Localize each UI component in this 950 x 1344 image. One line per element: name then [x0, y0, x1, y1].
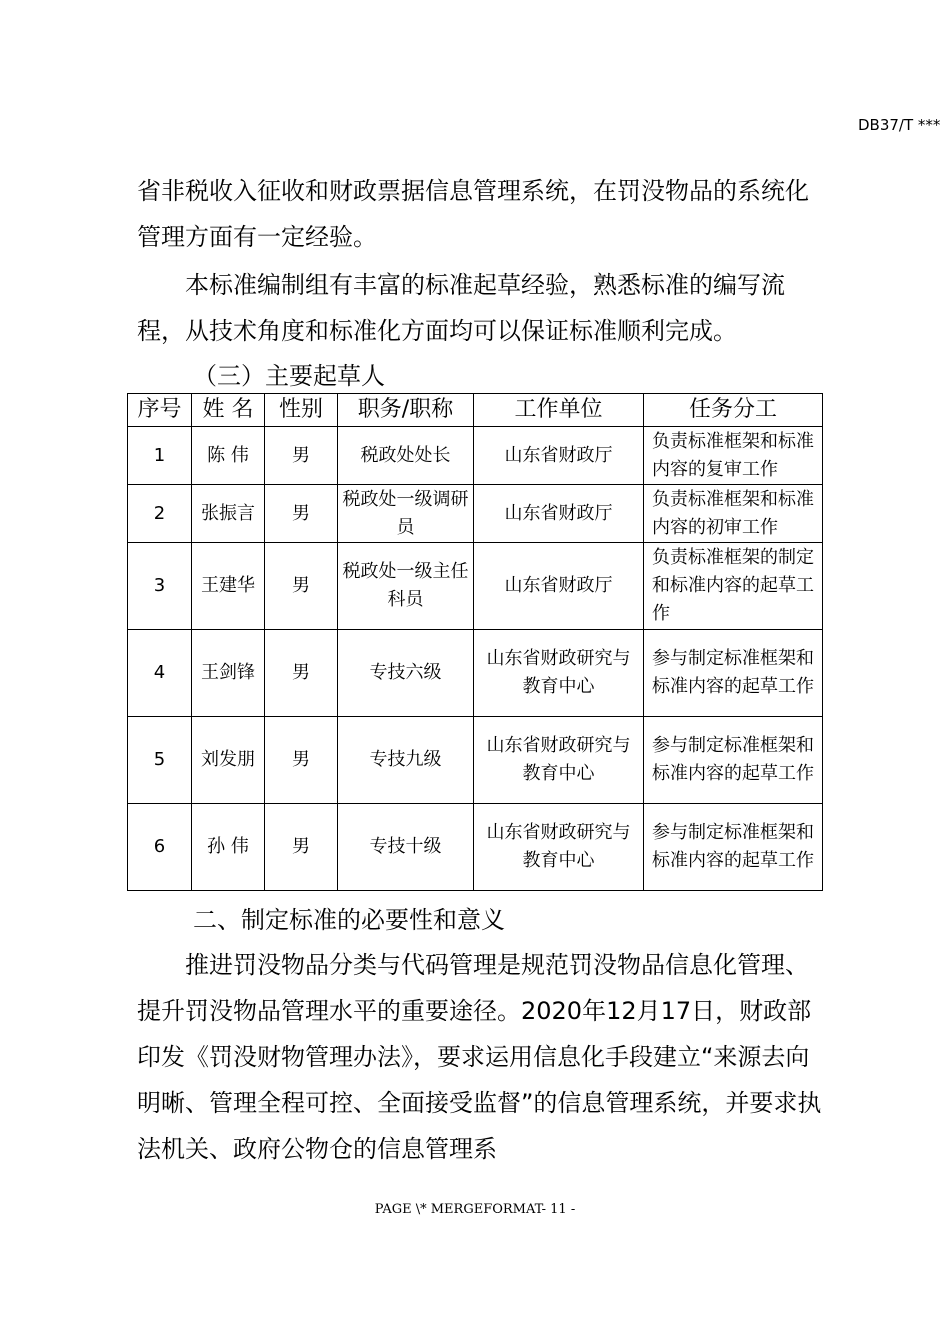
header-name: 姓 名 [192, 394, 265, 427]
cell-unit: 山东省财政厅 [474, 485, 644, 543]
cell-title: 专技十级 [338, 804, 474, 891]
cell-gender: 男 [265, 717, 338, 804]
paragraph-1: 省非税收入征收和财政票据信息管理系统，在罚没物品的系统化管理方面有一定经验。 [137, 177, 809, 251]
cell-no: 4 [128, 630, 192, 717]
cell-name: 张振言 [192, 485, 265, 543]
table-row [128, 717, 823, 804]
table-row [128, 427, 823, 485]
table-row [128, 485, 823, 543]
header-task: 任务分工 [644, 394, 823, 427]
cell-no: 2 [128, 485, 192, 543]
cell-no: 6 [128, 804, 192, 891]
header-no: 序号 [128, 394, 192, 427]
standard-code: DB37/T *** [858, 116, 941, 134]
header-unit: 工作单位 [474, 394, 644, 427]
paragraph-3: 推进罚没物品分类与代码管理是规范罚没物品信息化管理、提升罚没物品管理水平的重要途径。2020年12月17日，财政部印发《罚没财物管理办法》，要求运用信息化手段建立“来源去向明晰、管理全程可控、全面接受监督”的信息管理系统，并要求执法机关、政府公物仓的信息管理系 [137, 951, 822, 1163]
cell-title: 专技六级 [338, 630, 474, 717]
cell-name: 王建华 [192, 543, 265, 630]
cell-gender: 男 [265, 485, 338, 543]
cell-name: 陈 伟 [192, 427, 265, 485]
cell-unit: 山东省财政厅 [474, 543, 644, 630]
cell-task: 负责标准框架和标准内容的复审工作 [644, 427, 823, 485]
sub-heading-drafters: （三）主要起草人 [193, 362, 385, 390]
cell-task: 参与制定标准框架和标准内容的起草工作 [644, 630, 823, 717]
cell-no: 3 [128, 543, 192, 630]
cell-gender: 男 [265, 543, 338, 630]
section-heading: 二、制定标准的必要性和意义 [193, 906, 505, 934]
cell-task: 参与制定标准框架和标准内容的起草工作 [644, 717, 823, 804]
cell-task: 负责标准框架的制定和标准内容的起草工作 [644, 543, 823, 630]
cell-no: 1 [128, 427, 192, 485]
cell-name: 刘发朋 [192, 717, 265, 804]
cell-unit: 山东省财政厅 [474, 427, 644, 485]
cell-name: 王剑锋 [192, 630, 265, 717]
header-gender: 性别 [265, 394, 338, 427]
cell-gender: 男 [265, 427, 338, 485]
page-footer: PAGE \* MERGEFORMAT- 11 - [374, 1202, 576, 1217]
cell-task: 参与制定标准框架和标准内容的起草工作 [644, 804, 823, 891]
table-row [128, 543, 823, 630]
cell-title: 税政处一级调研员 [338, 485, 474, 543]
cell-title: 税政处处长 [338, 427, 474, 485]
cell-unit: 山东省财政研究与教育中心 [474, 717, 644, 804]
cell-name: 孙 伟 [192, 804, 265, 891]
drafters-table [127, 393, 823, 891]
table-header-row [128, 394, 823, 427]
cell-task: 负责标准框架和标准内容的初审工作 [644, 485, 823, 543]
cell-unit: 山东省财政研究与教育中心 [474, 804, 644, 891]
table-row [128, 630, 823, 717]
paragraph-2: 本标准编制组有丰富的标准起草经验，熟悉标准的编写流程，从技术角度和标准化方面均可以保证标准顺利完成。 [137, 271, 785, 345]
header-title: 职务/职称 [338, 394, 474, 427]
cell-no: 5 [128, 717, 192, 804]
cell-title: 专技九级 [338, 717, 474, 804]
table-row [128, 804, 823, 891]
cell-title: 税政处一级主任科员 [338, 543, 474, 630]
cell-gender: 男 [265, 804, 338, 891]
cell-gender: 男 [265, 630, 338, 717]
cell-unit: 山东省财政研究与教育中心 [474, 630, 644, 717]
